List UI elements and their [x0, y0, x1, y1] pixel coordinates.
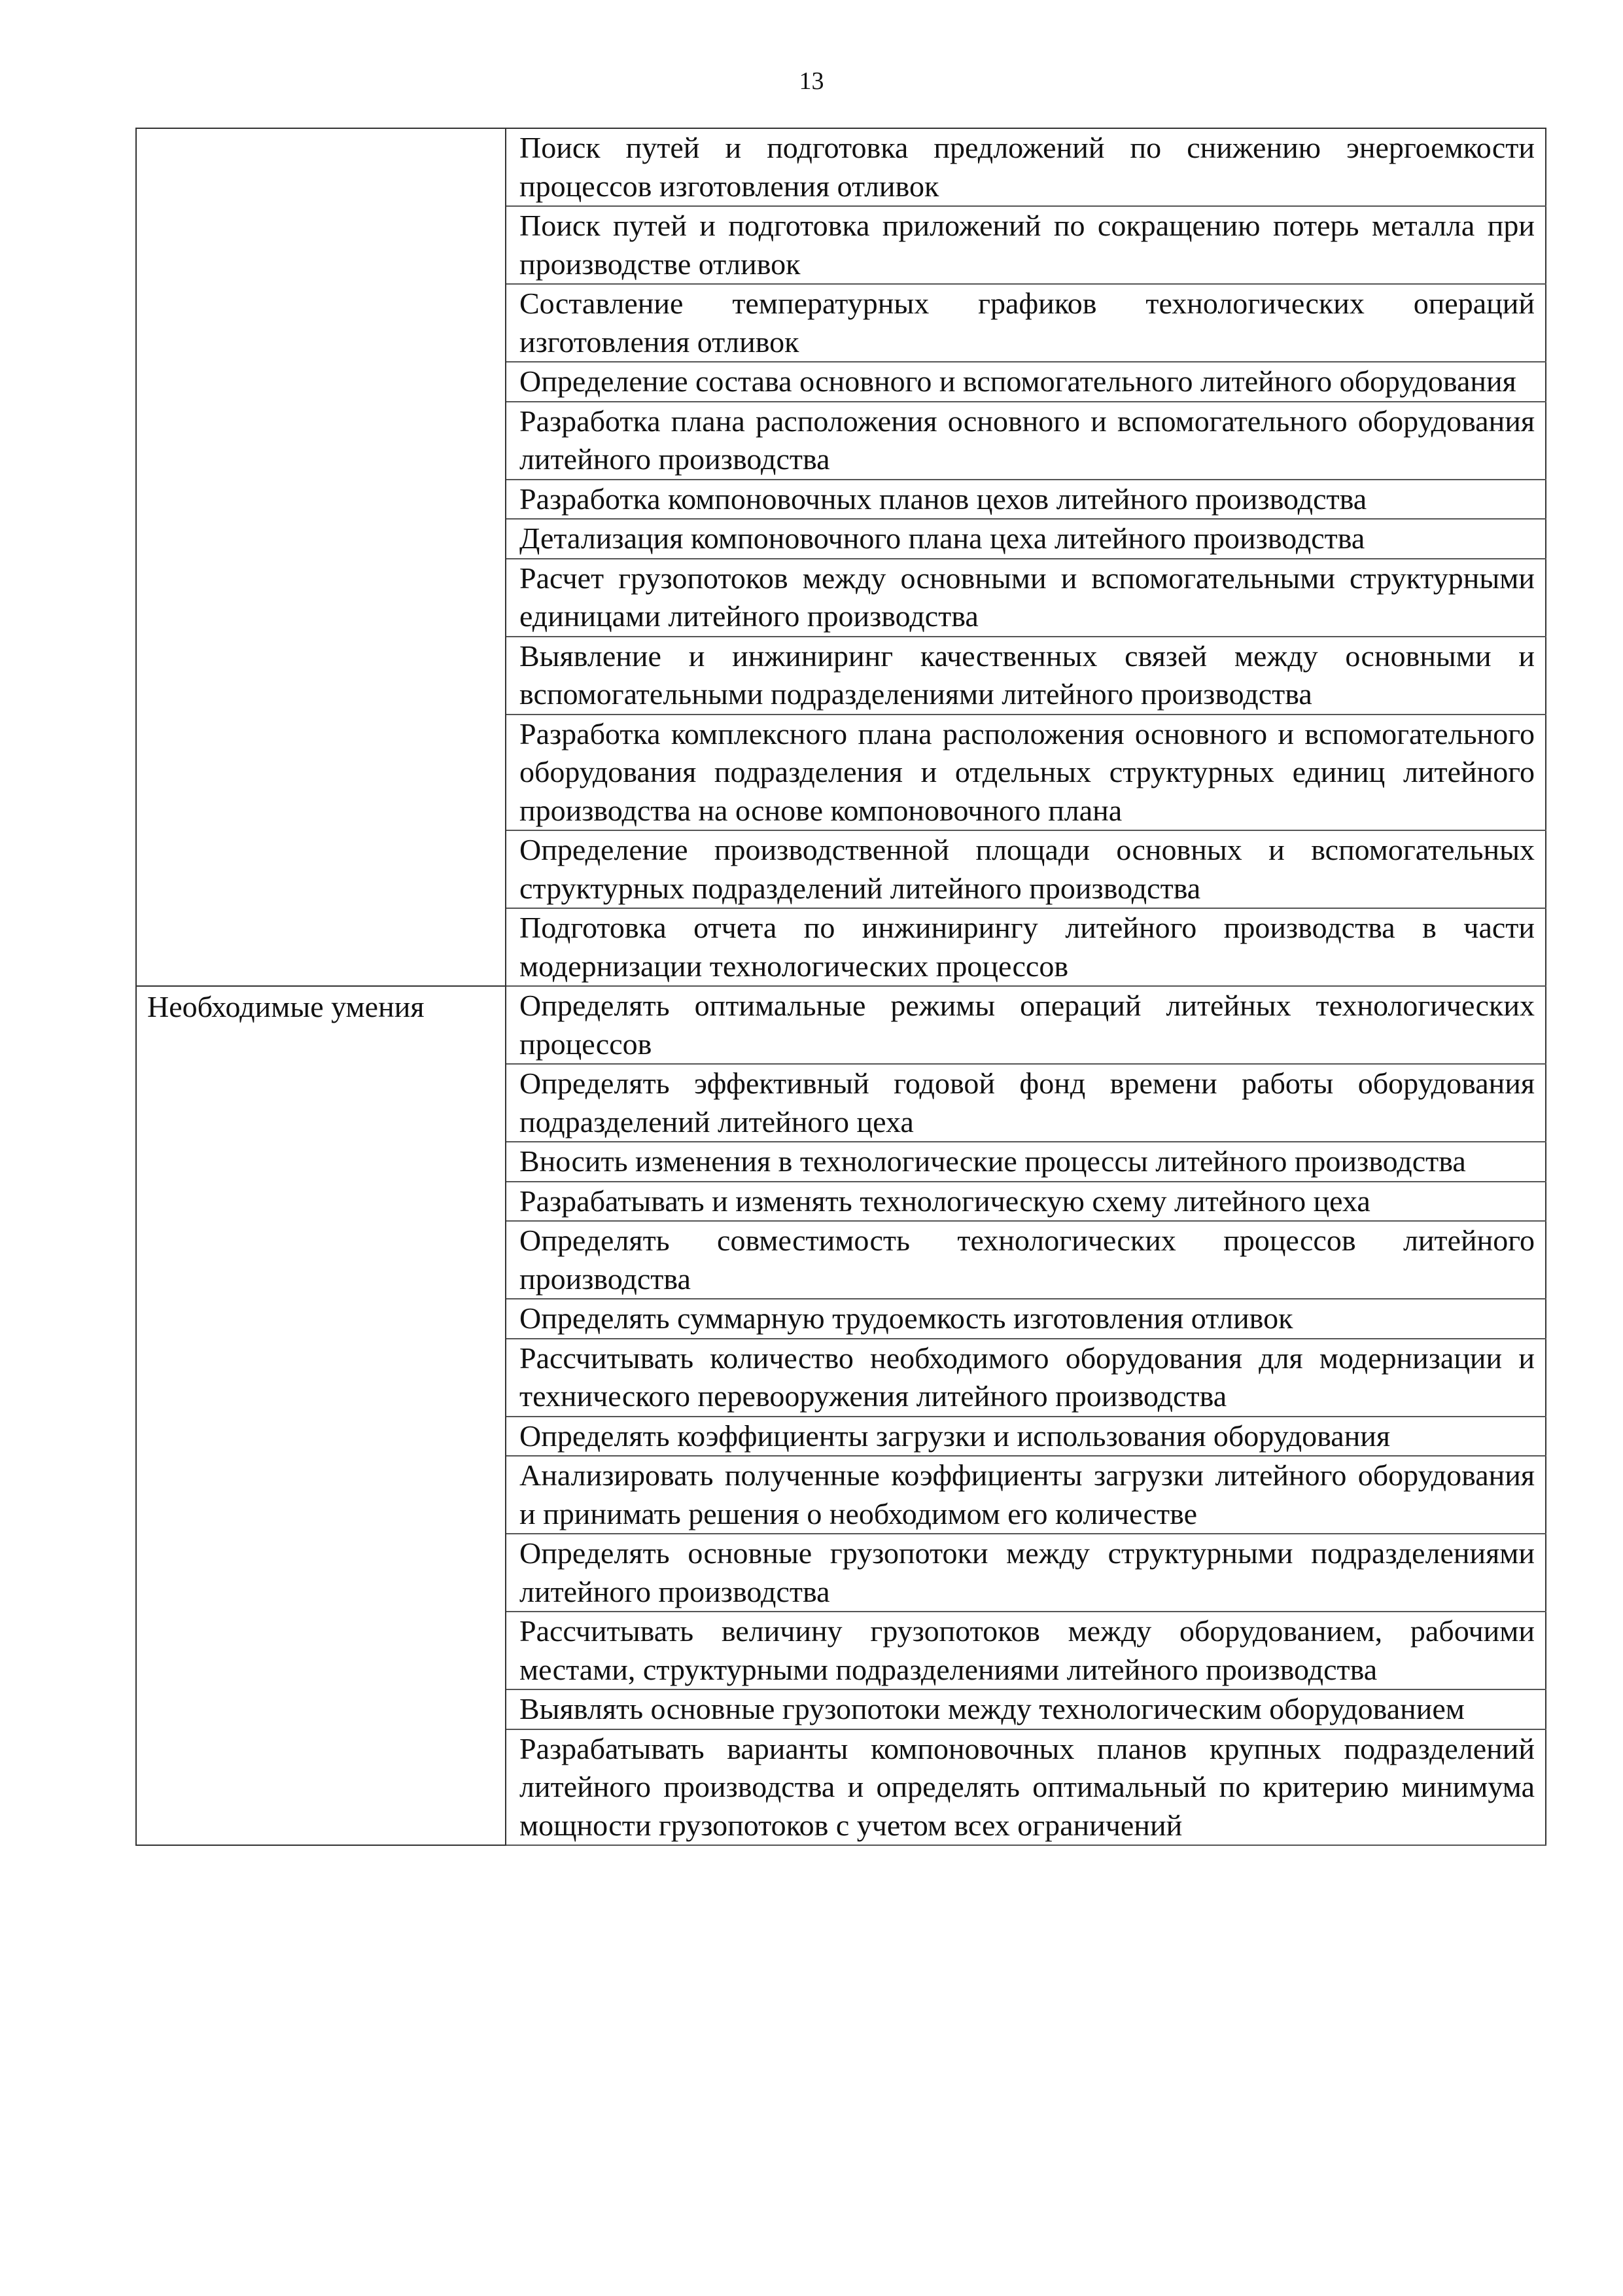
requirement-item: Составление температурных графиков технологических операций изготовления отливок: [506, 284, 1546, 362]
section-label: [137, 129, 505, 130]
requirement-item: Рассчитывать количество необходимого оборудования для модернизации и технического перевооружения литейного производства: [506, 1339, 1546, 1417]
requirement-item: Определять совместимость технологических процессов литейного производства: [506, 1221, 1546, 1299]
requirement-item: Определять оптимальные режимы операций литейных технологических процессов: [506, 986, 1546, 1064]
section-label-cell: [136, 128, 506, 986]
table-row: [136, 128, 1546, 206]
requirement-item: Разработка комплексного плана расположения основного и вспомогательного оборудования подразделения и отдельных структурных единиц литейного производства на основе компоновочного плана: [506, 715, 1546, 831]
requirement-item: Подготовка отчета по инжинирингу литейного производства в части модернизации технологических процессов: [506, 908, 1546, 986]
requirement-item: Вносить изменения в технологические процессы литейного производства: [506, 1142, 1546, 1182]
requirement-item: Рассчитывать величину грузопотоков между оборудованием, рабочими местами, структурными подразделениями литейного производства: [506, 1612, 1546, 1689]
requirement-item: Определение состава основного и вспомогательного литейного оборудования: [506, 362, 1546, 402]
requirement-item: Определять основные грузопотоки между структурными подразделениями литейного производства: [506, 1534, 1546, 1612]
requirements-table: [135, 128, 1546, 1846]
requirement-item: Анализировать полученные коэффициенты загрузки литейного оборудования и принимать решения о необходимом его количестве: [506, 1456, 1546, 1534]
requirement-item: Разработка плана расположения основного и вспомогательного оборудования литейного производства: [506, 402, 1546, 480]
requirement-item: Определять эффективный годовой фонд времени работы оборудования подразделений литейного цеха: [506, 1064, 1546, 1142]
page-number: 13: [799, 67, 824, 95]
requirement-item: Поиск путей и подготовка приложений по сокращению потерь металла при производстве отливок: [506, 206, 1546, 284]
requirement-item: Определение производственной площади основных и вспомогательных структурных подразделений литейного производства: [506, 830, 1546, 908]
requirement-item: Расчет грузопотоков между основными и вспомогательными структурными единицами литейного производства: [506, 559, 1546, 637]
requirement-item: Разработка компоновочных планов цехов литейного производства: [506, 480, 1546, 520]
requirement-item: Детализация компоновочного плана цеха литейного производства: [506, 519, 1546, 559]
requirements-table-body: [136, 128, 1546, 1845]
requirement-item: Определять суммарную трудоемкость изготовления отливок: [506, 1299, 1546, 1339]
requirement-item: Поиск путей и подготовка предложений по снижению энергоемкости процессов изготовления отливок: [506, 128, 1546, 206]
requirement-item: Выявлять основные грузопотоки между технологическим оборудованием: [506, 1689, 1546, 1729]
table-row: [136, 986, 1546, 1064]
section-label-cell: [136, 986, 506, 1845]
requirement-item: Разрабатывать варианты компоновочных планов крупных подразделений литейного производства и определять оптимальный по критерию минимума мощности грузопотоков с учетом всех ограничений: [506, 1729, 1546, 1846]
requirement-item: Выявление и инжиниринг качественных связей между основными и вспомогательными подразделениями литейного производства: [506, 637, 1546, 715]
section-label: Необходимые умения: [147, 990, 425, 1023]
requirement-item: Разрабатывать и изменять технологическую схему литейного цеха: [506, 1182, 1546, 1222]
requirement-item: Определять коэффициенты загрузки и использования оборудования: [506, 1417, 1546, 1457]
